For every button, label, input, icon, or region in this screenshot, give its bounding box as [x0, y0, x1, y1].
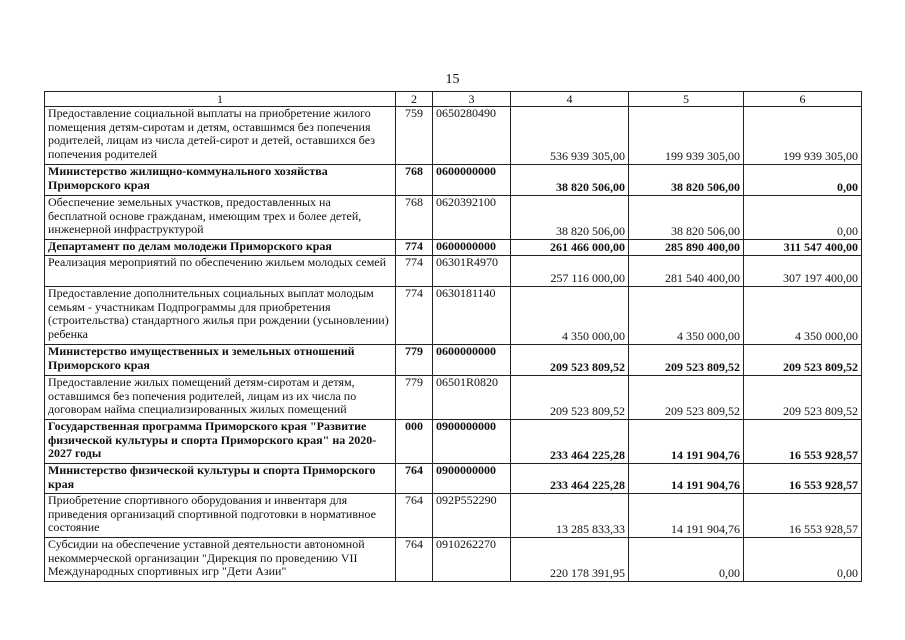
row-name-cell: Предоставление дополнительных социальных выплат молодым семьям - участникам Подпрограммы для приобретения (строительства) стандартного жилья при рождении (усыновлении) ребенка — [45, 287, 396, 345]
row-amount-col6-cell: 16 553 928,57 — [744, 494, 862, 538]
row-name-cell: Приобретение спортивного оборудования и инвентаря для приведения организаций спортивной подготовки в нормативное состояние — [45, 494, 396, 538]
row-amount-col6-cell: 4 350 000,00 — [744, 287, 862, 345]
column-header-5: 5 — [629, 92, 744, 107]
row-amount-col6-cell: 307 197 400,00 — [744, 256, 862, 287]
row-admin-code-cell: 779 — [396, 345, 433, 376]
row-amount-col4-cell: 220 178 391,95 — [511, 538, 629, 582]
row-amount-col5-cell: 14 191 904,76 — [629, 464, 744, 494]
row-admin-code-cell: 000 — [396, 420, 433, 464]
column-header-3: 3 — [433, 92, 511, 107]
row-classification-code-cell: 06501R0820 — [433, 376, 511, 420]
row-amount-col4-cell: 209 523 809,52 — [511, 345, 629, 376]
row-amount-col5-cell: 38 820 506,00 — [629, 196, 744, 240]
table-row — [45, 196, 862, 240]
row-admin-code-cell: 764 — [396, 464, 433, 494]
row-amount-col4-cell: 209 523 809,52 — [511, 376, 629, 420]
budget-table — [44, 91, 862, 582]
row-amount-col5-cell: 4 350 000,00 — [629, 287, 744, 345]
table-row — [45, 538, 862, 582]
row-name-cell: Департамент по делам молодежи Приморского края — [45, 240, 396, 256]
row-amount-col6-cell: 0,00 — [744, 538, 862, 582]
row-admin-code-cell: 779 — [396, 376, 433, 420]
row-admin-code-cell: 774 — [396, 287, 433, 345]
row-name-cell: Предоставление социальной выплаты на приобретение жилого помещения детям-сиротам и детям, оставшимся без попечения родителей, лицам из числа детей-сирот и детей, оставшихся без попечения родителей — [45, 107, 396, 165]
row-classification-code-cell: 0900000000 — [433, 464, 511, 494]
column-header-6: 6 — [744, 92, 862, 107]
row-amount-col4-cell: 13 285 833,33 — [511, 494, 629, 538]
row-amount-col6-cell: 0,00 — [744, 196, 862, 240]
row-amount-col6-cell: 16 553 928,57 — [744, 464, 862, 494]
row-amount-col6-cell: 209 523 809,52 — [744, 376, 862, 420]
row-amount-col4-cell: 4 350 000,00 — [511, 287, 629, 345]
row-amount-col6-cell: 209 523 809,52 — [744, 345, 862, 376]
table-row — [45, 107, 862, 165]
row-amount-col5-cell: 281 540 400,00 — [629, 256, 744, 287]
row-amount-col4-cell: 38 820 506,00 — [511, 196, 629, 240]
row-classification-code-cell: 0900000000 — [433, 420, 511, 464]
column-header-2: 2 — [396, 92, 433, 107]
row-name-cell: Министерство жилищно-коммунального хозяйства Приморского края — [45, 165, 396, 196]
row-name-cell: Субсидии на обеспечение уставной деятельности автономной некоммерческой организации "Дирекция по проведению VII Международных спортивных игр "Дети Азии" — [45, 538, 396, 582]
row-admin-code-cell: 774 — [396, 240, 433, 256]
row-amount-col6-cell: 311 547 400,00 — [744, 240, 862, 256]
row-classification-code-cell: 0630181140 — [433, 287, 511, 345]
row-amount-col5-cell: 285 890 400,00 — [629, 240, 744, 256]
column-header-1: 1 — [45, 92, 396, 107]
row-amount-col6-cell: 16 553 928,57 — [744, 420, 862, 464]
table-row — [45, 464, 862, 494]
row-amount-col5-cell: 14 191 904,76 — [629, 420, 744, 464]
row-admin-code-cell: 774 — [396, 256, 433, 287]
row-amount-col5-cell: 209 523 809,52 — [629, 345, 744, 376]
row-amount-col5-cell: 14 191 904,76 — [629, 494, 744, 538]
row-amount-col4-cell: 233 464 225,28 — [511, 420, 629, 464]
row-amount-col5-cell: 209 523 809,52 — [629, 376, 744, 420]
table-row — [45, 287, 862, 345]
table-row — [45, 376, 862, 420]
row-admin-code-cell: 768 — [396, 165, 433, 196]
column-header-4: 4 — [511, 92, 629, 107]
row-amount-col4-cell: 536 939 305,00 — [511, 107, 629, 165]
table-row — [45, 256, 862, 287]
row-amount-col6-cell: 199 939 305,00 — [744, 107, 862, 165]
row-name-cell: Реализация мероприятий по обеспечению жильем молодых семей — [45, 256, 396, 287]
row-amount-col6-cell: 0,00 — [744, 165, 862, 196]
row-classification-code-cell: 092P552290 — [433, 494, 511, 538]
table-row — [45, 494, 862, 538]
row-amount-col4-cell: 257 116 000,00 — [511, 256, 629, 287]
table-header-row — [45, 92, 862, 107]
row-classification-code-cell: 0600000000 — [433, 240, 511, 256]
table-row — [45, 240, 862, 256]
row-name-cell: Государственная программа Приморского края "Развитие физической культуры и спорта Приморского края" на 2020-2027 годы — [45, 420, 396, 464]
row-classification-code-cell: 06301R4970 — [433, 256, 511, 287]
row-name-cell: Обеспечение земельных участков, предоставленных на бесплатной основе гражданам, имеющим трех и более детей, инженерной инфраструктурой — [45, 196, 396, 240]
table-row — [45, 165, 862, 196]
row-amount-col4-cell: 233 464 225,28 — [511, 464, 629, 494]
row-classification-code-cell: 0600000000 — [433, 165, 511, 196]
row-admin-code-cell: 764 — [396, 494, 433, 538]
row-amount-col4-cell: 38 820 506,00 — [511, 165, 629, 196]
page-number: 15 — [445, 72, 460, 87]
row-name-cell: Предоставление жилых помещений детям-сиротам и детям, оставшимся без попечения родителей, лицам из их числа по договорам найма специализированных жилых помещений — [45, 376, 396, 420]
row-admin-code-cell: 768 — [396, 196, 433, 240]
row-name-cell: Министерство имущественных и земельных отношений Приморского края — [45, 345, 396, 376]
row-admin-code-cell: 764 — [396, 538, 433, 582]
row-amount-col5-cell: 38 820 506,00 — [629, 165, 744, 196]
row-classification-code-cell: 0620392100 — [433, 196, 511, 240]
row-amount-col5-cell: 0,00 — [629, 538, 744, 582]
row-name-cell: Министерство физической культуры и спорта Приморского края — [45, 464, 396, 494]
table-row — [45, 345, 862, 376]
row-admin-code-cell: 759 — [396, 107, 433, 165]
row-classification-code-cell: 0910262270 — [433, 538, 511, 582]
table-row — [45, 420, 862, 464]
row-classification-code-cell: 0600000000 — [433, 345, 511, 376]
row-amount-col5-cell: 199 939 305,00 — [629, 107, 744, 165]
row-amount-col4-cell: 261 466 000,00 — [511, 240, 629, 256]
row-classification-code-cell: 0650280490 — [433, 107, 511, 165]
